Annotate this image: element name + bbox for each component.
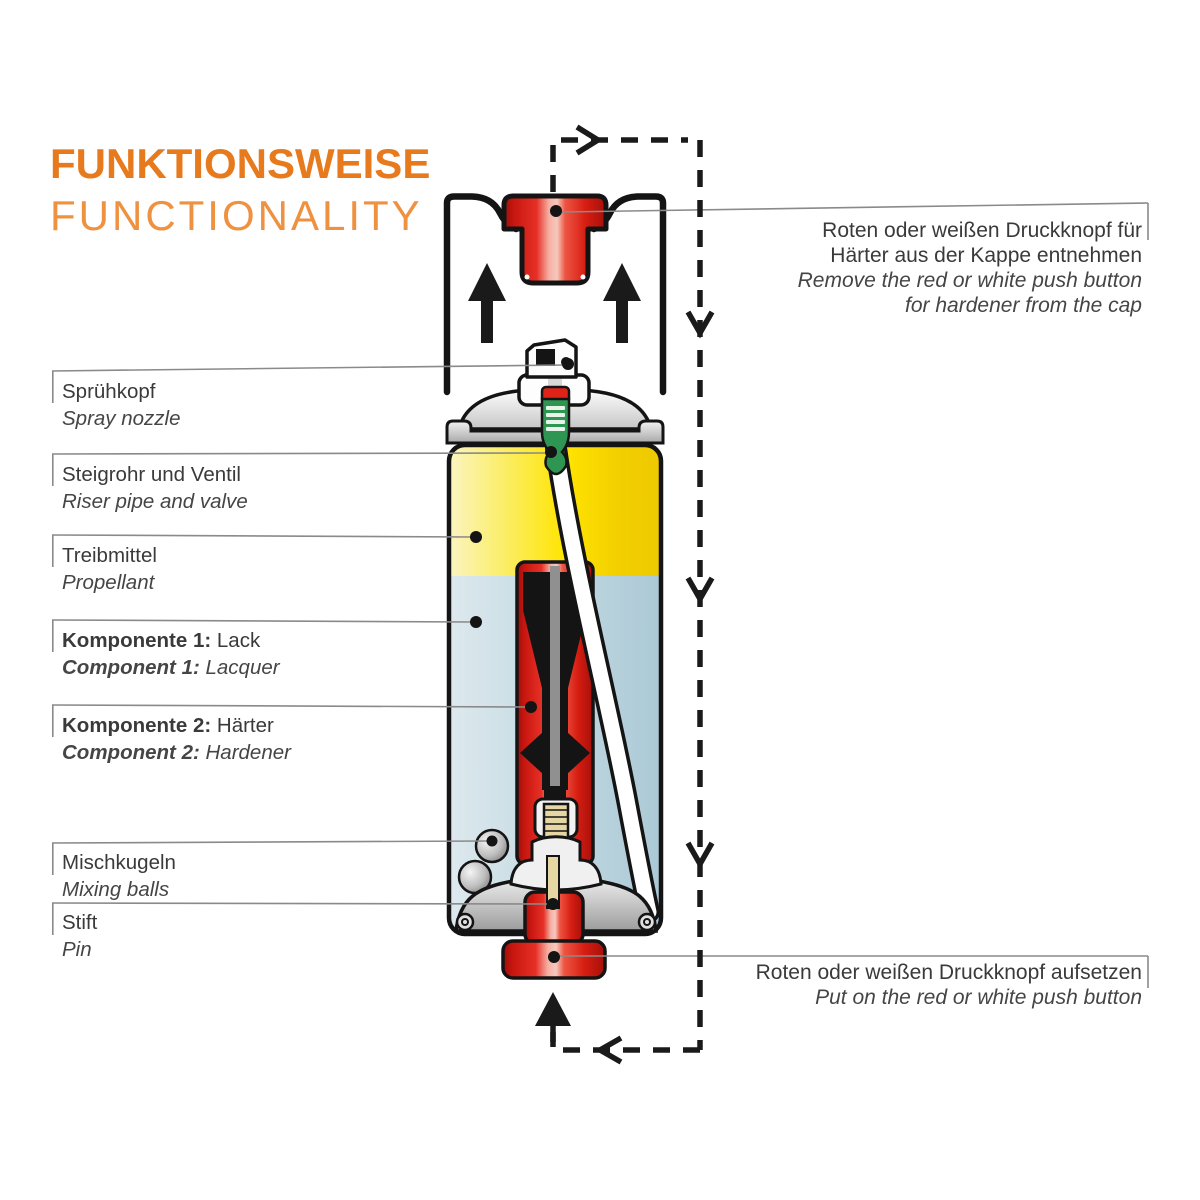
label-de-line2: Härter aus der Kappe entnehmen xyxy=(830,244,1142,267)
label-puton-push-button xyxy=(756,960,1142,1010)
label-riser-pipe xyxy=(52,454,454,515)
up-arrow-right xyxy=(603,263,641,343)
valve xyxy=(542,387,569,474)
label-de: Komponente 2: Härter xyxy=(62,714,274,737)
label-propellant xyxy=(52,535,454,596)
title-de: FUNKTIONSWEISE xyxy=(50,140,431,187)
label-en: Spray nozzle xyxy=(62,407,181,430)
flow-arrow-left-icon xyxy=(600,1038,621,1062)
label-pin xyxy=(52,902,454,963)
up-arrow-left xyxy=(468,263,506,343)
label-en: Component 1: Lacquer xyxy=(62,656,280,679)
label-de-line1: Roten oder weißen Druckknopf aufsetzen xyxy=(755,961,1142,984)
label-spray-nozzle xyxy=(52,371,454,432)
flow-path-bottom xyxy=(553,1032,700,1050)
label-de: Sprühkopf xyxy=(62,380,156,403)
label-en: Propellant xyxy=(62,571,155,594)
label-en: Mixing balls xyxy=(62,878,170,901)
leader-remove-button xyxy=(562,203,1148,212)
label-de-line1: Roten oder weißen Druckknopf für xyxy=(822,219,1142,242)
flow-path-top xyxy=(553,140,688,192)
title-en: FUNCTIONALITY xyxy=(50,192,423,239)
label-en-line1: Remove the red or white push button xyxy=(797,269,1142,292)
spray-can xyxy=(447,340,663,978)
label-en: Riser pipe and valve xyxy=(62,490,248,513)
label-de: Stift xyxy=(62,911,98,934)
label-en-line2: for hardener from the cap xyxy=(905,294,1142,317)
flow-arrow-right-icon xyxy=(577,127,598,153)
label-en-line1: Put on the red or white push button xyxy=(815,986,1142,1009)
flow-arrow-down-icon xyxy=(688,578,712,599)
label-mixing-balls xyxy=(52,842,454,903)
label-remove-push-button xyxy=(798,218,1142,318)
flow-arrow-up-icon xyxy=(535,992,571,1026)
label-en: Pin xyxy=(62,938,92,961)
label-en: Component 2: Hardener xyxy=(62,741,291,764)
label-de: Treibmittel xyxy=(62,544,157,567)
label-de: Steigrohr und Ventil xyxy=(62,463,241,486)
nozzle-opening xyxy=(536,349,555,366)
cartridge-rod xyxy=(550,566,560,788)
page-title xyxy=(50,140,430,240)
label-de: Komponente 1: Lack xyxy=(62,629,261,652)
label-de: Mischkugeln xyxy=(62,851,176,874)
label-component-2 xyxy=(52,705,454,766)
label-component-1 xyxy=(52,620,454,681)
